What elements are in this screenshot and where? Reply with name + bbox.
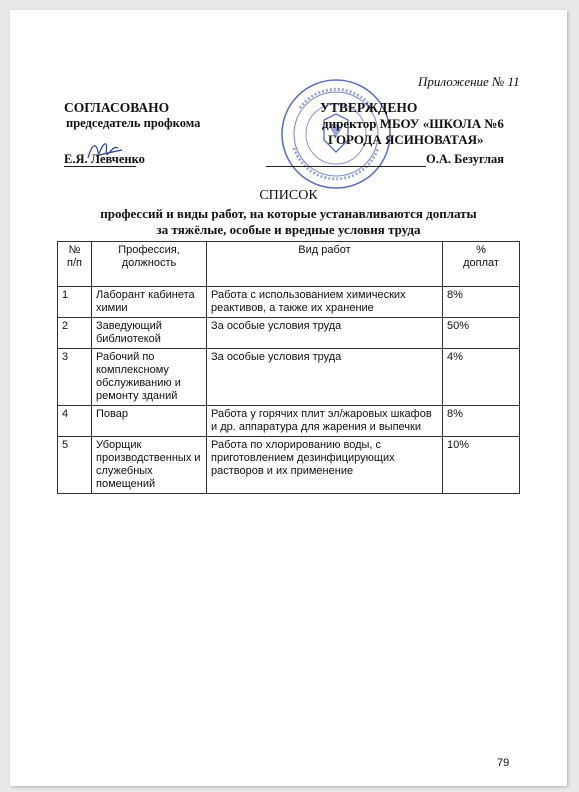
approved-label: УТВЕРЖДЕНО — [320, 100, 418, 115]
approved-organization: ГОРОДА ЯСИНОВАТАЯ» — [328, 132, 484, 147]
row-work: Работа с использованием химических реактивов, а также их хранение — [207, 287, 443, 318]
row-work: За особые условия труда — [207, 318, 443, 349]
row-percent: 4% — [443, 349, 520, 406]
header-percent: % доплат — [443, 242, 520, 287]
row-num: 1 — [58, 287, 92, 318]
agreed-name: Е.Я. Левченко — [64, 152, 145, 166]
table-row — [58, 406, 520, 437]
row-profession: Уборщик производственных и служебных помещений — [92, 437, 207, 494]
header-num: № п/п — [58, 242, 92, 287]
table-row — [58, 287, 520, 318]
row-profession: Заведующий библиотекой — [92, 318, 207, 349]
row-profession: Повар — [92, 406, 207, 437]
header-work: Вид работ — [207, 242, 443, 287]
document-subtitle-line2: за тяжёлые, особые и вредные условия труда — [156, 222, 421, 237]
document-page — [10, 10, 567, 786]
row-percent: 8% — [443, 406, 520, 437]
row-num: 5 — [58, 437, 92, 494]
row-num: 4 — [58, 406, 92, 437]
appendix-label: Приложение № 11 — [418, 74, 520, 89]
agreed-role: председатель профкома — [66, 116, 201, 130]
approved-name: О.А. Безуглая — [426, 152, 505, 166]
row-percent: 10% — [443, 437, 520, 494]
agreed-label: СОГЛАСОВАНО — [64, 100, 170, 115]
row-profession: Рабочий по комплексному обслуживанию и ремонту зданий — [92, 349, 207, 406]
document-title: СПИСОК — [259, 188, 318, 203]
row-work: За особые условия труда — [207, 349, 443, 406]
page-number: 79 — [497, 757, 510, 769]
professions-table — [57, 241, 520, 494]
document-subtitle-line1: профессий и виды работ, на которые устанавливаются доплаты — [100, 206, 477, 221]
row-work: Работа по хлорированию воды, с приготовлением дезинфицирующих растворов и их применение — [207, 437, 443, 494]
approved-signature-line — [266, 166, 426, 167]
table-row — [58, 437, 520, 494]
row-profession: Лаборант кабинета химии — [92, 287, 207, 318]
row-num: 2 — [58, 318, 92, 349]
row-num: 3 — [58, 349, 92, 406]
row-percent: 8% — [443, 287, 520, 318]
row-work: Работа у горячих плит эл/жаровых шкафов и др. аппаратура для жарения и выпечки — [207, 406, 443, 437]
table-row — [58, 349, 520, 406]
header-profession: Профессия, должность — [92, 242, 207, 287]
table-header-row — [58, 242, 520, 287]
row-percent: 50% — [443, 318, 520, 349]
table-row — [58, 318, 520, 349]
approved-role: директор МБОУ «ШКОЛА №6 — [322, 116, 504, 131]
